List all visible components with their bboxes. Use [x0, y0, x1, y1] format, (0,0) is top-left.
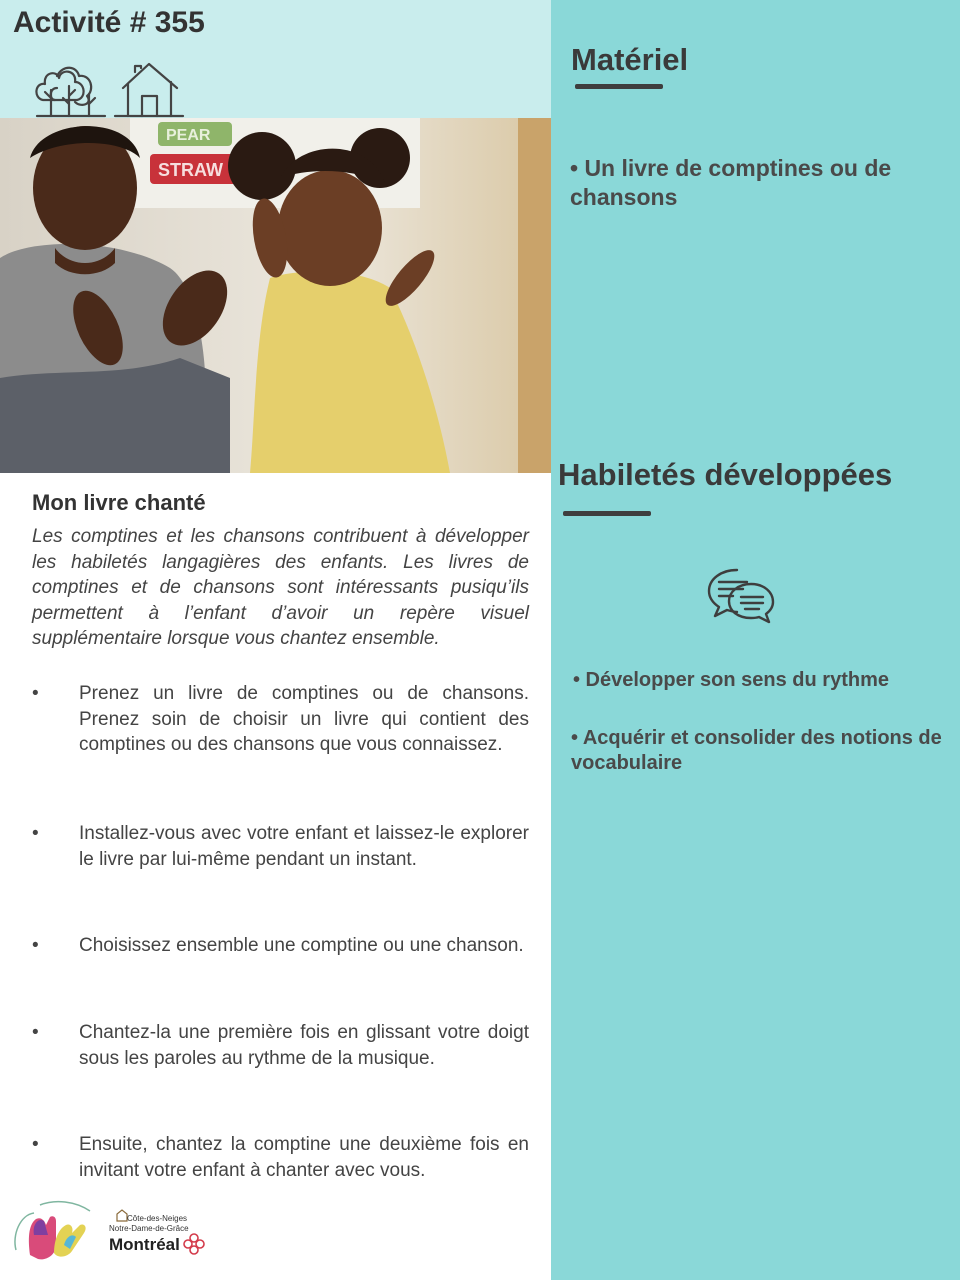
step-text: Installez-vous avec votre enfant et laissez-le explorer le livre par lui-même pendant un instant. — [79, 823, 529, 870]
environment-icons — [35, 60, 185, 118]
speech-bubbles-icon — [707, 566, 775, 624]
step-text: Choisissez ensemble une comptine ou une chanson. — [79, 935, 524, 956]
materiel-item: • Un livre de comptines ou de chansons — [570, 155, 892, 210]
montreal-borough-logo — [107, 1208, 217, 1258]
bullet: • — [32, 823, 39, 844]
habiletes-item-rythme: • Développer son sens du rythme — [573, 669, 889, 691]
house-icon — [115, 64, 183, 116]
habiletes-item-vocabulaire: • Acquérir et consolider des notions de vocabulaire — [571, 727, 942, 774]
habiletes-heading: Habiletés développées — [558, 457, 893, 492]
materiel-underline — [575, 84, 663, 89]
montreal-rosette-icon — [183, 1233, 205, 1255]
montreal-wordmark: Montréal — [109, 1235, 180, 1254]
step-text: Chantez-la une première fois en glissant votre doigt sous les paroles au rythme de la musique. — [79, 1022, 529, 1069]
habiletes-underline — [563, 511, 651, 516]
activity-header — [0, 0, 551, 118]
bullet: • — [32, 935, 39, 956]
trees-icon — [36, 68, 105, 116]
svg-text:STRAW: STRAW — [158, 160, 223, 180]
bullet: • — [32, 1134, 39, 1155]
svg-text:PEAR: PEAR — [166, 127, 211, 144]
materiel-heading: Matériel — [571, 42, 689, 77]
activity-intro: Les comptines et les chansons contribuent à développer les habiletés langagières des enfants. Les livres de comptines et de chansons sont intéressants pusiqu’ils permettent à l’enfant d’avoir un repère visuel supplémentaire lorsque vous chantez ensemble. — [32, 526, 529, 649]
parent-child-clapping-photo — [0, 118, 553, 473]
bullet: • — [32, 1022, 39, 1043]
step-text: Prenez un livre de comptines ou de chansons. Prenez soin de choisir un livre qui contient des comptines ou des chansons que vous connaissez. — [79, 683, 529, 755]
wall-sign-pear — [158, 122, 232, 146]
sidebar — [551, 0, 960, 1280]
activity-number-title: Activité # 355 — [13, 6, 205, 39]
bullet: • — [32, 683, 39, 704]
activity-name: Mon livre chanté — [32, 490, 206, 515]
borough-name-line-2: Notre-Dame-de-Grâce — [109, 1224, 189, 1233]
step-text: Ensuite, chantez la comptine une deuxième fois en invitant votre enfant à chanter avec vous. — [79, 1134, 529, 1181]
borough-name-line-1: Côte-des-Neiges — [127, 1214, 188, 1223]
hands-logo — [10, 1195, 95, 1265]
